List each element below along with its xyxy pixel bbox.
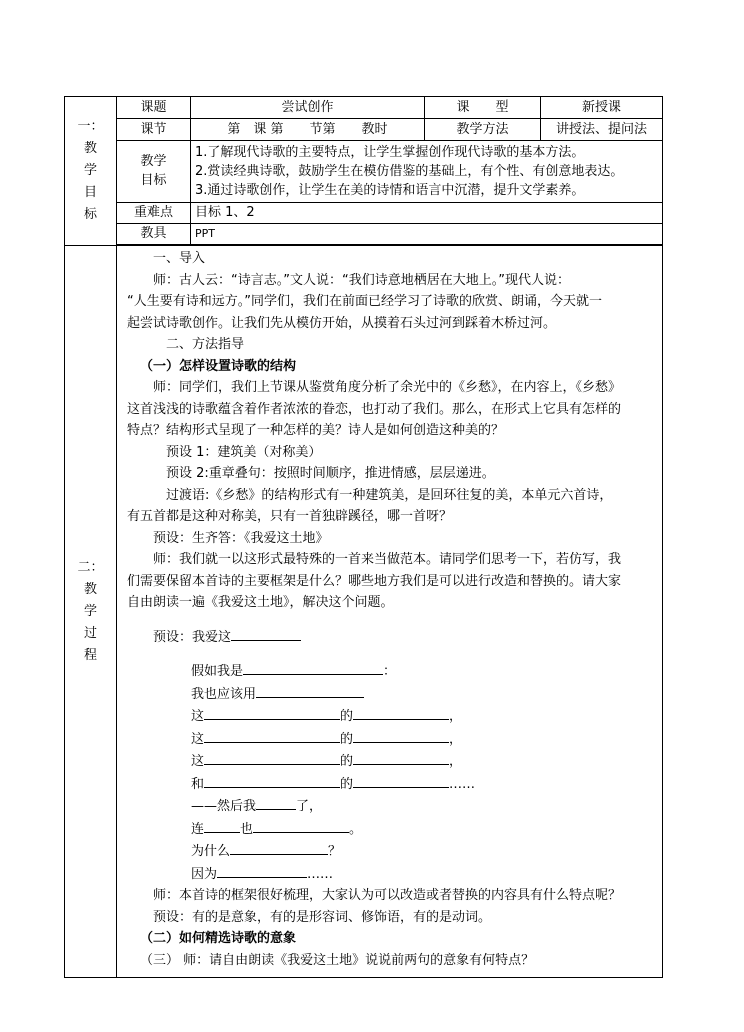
goals-row — [65, 141, 663, 203]
fill-blank — [243, 660, 383, 675]
section-1-label: 一： 教 学 目 标 — [65, 97, 117, 246]
poem-line: 假如我是 ： — [191, 660, 656, 683]
paragraph: 师：同学们，我们上节课从鉴赏角度分析了余光中的《乡愁》，在内容上，《乡愁》 — [153, 380, 622, 395]
fill-blank — [204, 750, 340, 765]
topic-label: 课题 — [117, 97, 191, 119]
key-row — [65, 203, 663, 224]
poem-line: 连 也 。 — [191, 818, 656, 841]
paragraph: 师：我们就一以这形式最特殊的一首来当做范本。请同学们思考一下，若仿写，我 — [153, 552, 622, 567]
paragraph: 过渡语:《乡愁》的结构形式有一种建筑美，是回环往复的美，本单元六首诗， — [166, 487, 613, 503]
period-value: 第 课 第 节第 教时 — [191, 119, 425, 141]
lesson-plan-table — [64, 96, 663, 978]
fill-blank — [253, 818, 349, 833]
fill-blank — [204, 705, 340, 720]
paragraph-preset: 预设：我爱这 — [127, 626, 656, 649]
lesson-plan-sheet — [64, 96, 662, 978]
fill-blank — [217, 863, 307, 878]
paragraph: 预设 1：建筑美（对称美） — [166, 444, 322, 460]
poem-line: ——然后我 了， — [191, 795, 656, 818]
subheading-structure: （一）怎样设置诗歌的结构 — [140, 358, 297, 374]
process-row — [65, 246, 663, 978]
paragraph: 预设：生齐答：《我爱这土地》 — [153, 530, 329, 546]
process-content — [117, 246, 663, 978]
section-2-label: 二： 教 学 过 程 — [65, 246, 117, 978]
fill-blank — [353, 773, 449, 788]
type-value: 新授课 — [541, 97, 663, 119]
fill-blank — [256, 795, 296, 810]
method-value: 讲授法、提问法 — [541, 119, 663, 141]
fill-blank — [256, 683, 364, 698]
fill-blank — [353, 728, 449, 743]
paragraph: 特点？结构形式呈现了一种怎样的美？诗人是如何创造这种美的？ — [127, 423, 505, 438]
period-label: 课节 — [117, 119, 191, 141]
paragraph: 有五首都是这种对称美，只有一首独辟蹊径，哪一首呀？ — [127, 509, 453, 524]
heading-method: 二、方法指导 — [166, 337, 245, 352]
method-label: 教学方法 — [425, 119, 541, 141]
poem-line: 为什么 ？ — [191, 840, 656, 863]
poem-template — [191, 660, 656, 885]
goal-label: 教学目标 — [117, 141, 191, 203]
type-label: 课 型 — [425, 97, 541, 119]
goal-item: 2.赏读经典诗歌，鼓励学生在模仿借鉴的基础上，有个性、有创意地表达。 — [195, 164, 624, 179]
paragraph: 师：本首诗的框架很好梳理，大家认为可以改造或者替换的内容具有什么特点呢？ — [153, 888, 622, 903]
paragraph: 们需要保留本首诗的主要框架是什么？哪些地方我们是可以进行改造和替换的。请大家 — [127, 573, 622, 589]
paragraph: 起尝试诗歌创作。让我们先从模仿开始，从摸着石头过河到踩着木桥过河。 — [127, 315, 557, 331]
topic-value: 尝试创作 — [191, 97, 425, 119]
topic-row — [65, 97, 663, 119]
fill-blank — [204, 818, 240, 833]
subheading-imagery: （二）如何精选诗歌的意象 — [140, 931, 297, 946]
poem-line: 我也应该用 — [191, 683, 656, 706]
poem-line: 和 的 …… — [191, 773, 656, 796]
poem-line: 这 的 ， — [191, 705, 656, 728]
key-label: 重难点 — [117, 203, 191, 224]
paragraph: 师：古人云：“诗言志。”文人说：“我们诗意地栖居在大地上。”现代人说： — [153, 272, 570, 288]
poem-line: 这 的 ， — [191, 750, 656, 773]
goal-item: 1.了解现代诗歌的主要特点，让学生掌握创作现代诗歌的基本方法。 — [195, 145, 585, 160]
paragraph: 预设 2:重章叠句：按照时间顺序，推进情感，层层递进。 — [166, 466, 495, 481]
fill-blank — [204, 773, 340, 788]
paragraph: （三） 师：请自由朗读《我爱这土地》说说前两句的意象有何特点？ — [140, 952, 535, 968]
goal-item: 3.通过诗歌创作，让学生在美的诗情和语言中沉潜，提升文学素养。 — [195, 183, 585, 198]
paragraph: 预设：有的是意象，有的是形容词、修饰语，有的是动词。 — [153, 909, 492, 925]
paragraph: 自由朗读一遍《我爱这土地》，解决这个问题。 — [127, 595, 394, 610]
goal-list — [191, 141, 663, 203]
tool-row — [65, 224, 663, 245]
fill-blank — [231, 626, 301, 641]
period-row — [65, 119, 663, 141]
tool-label: 教具 — [117, 224, 191, 245]
fill-blank — [230, 840, 328, 855]
key-value: 目标 1、2 — [191, 203, 663, 224]
poem-line: 因为 …… — [191, 863, 656, 886]
paragraph: 这首浅浅的诗歌蕴含着作者浓浓的眷恋，也打动了我们。那么，在形式上它具有怎样的 — [127, 401, 622, 417]
tool-value: PPT — [191, 224, 663, 245]
fill-blank — [353, 705, 449, 720]
fill-blank — [204, 728, 340, 743]
heading-intro: 一、导入 — [153, 251, 206, 266]
paragraph: “人生要有诗和远方。”同学们，我们在前面已经学习了诗歌的欣赏、朗诵，今天就一 — [127, 294, 602, 309]
poem-line: 这 的 ， — [191, 728, 656, 751]
fill-blank — [353, 750, 449, 765]
